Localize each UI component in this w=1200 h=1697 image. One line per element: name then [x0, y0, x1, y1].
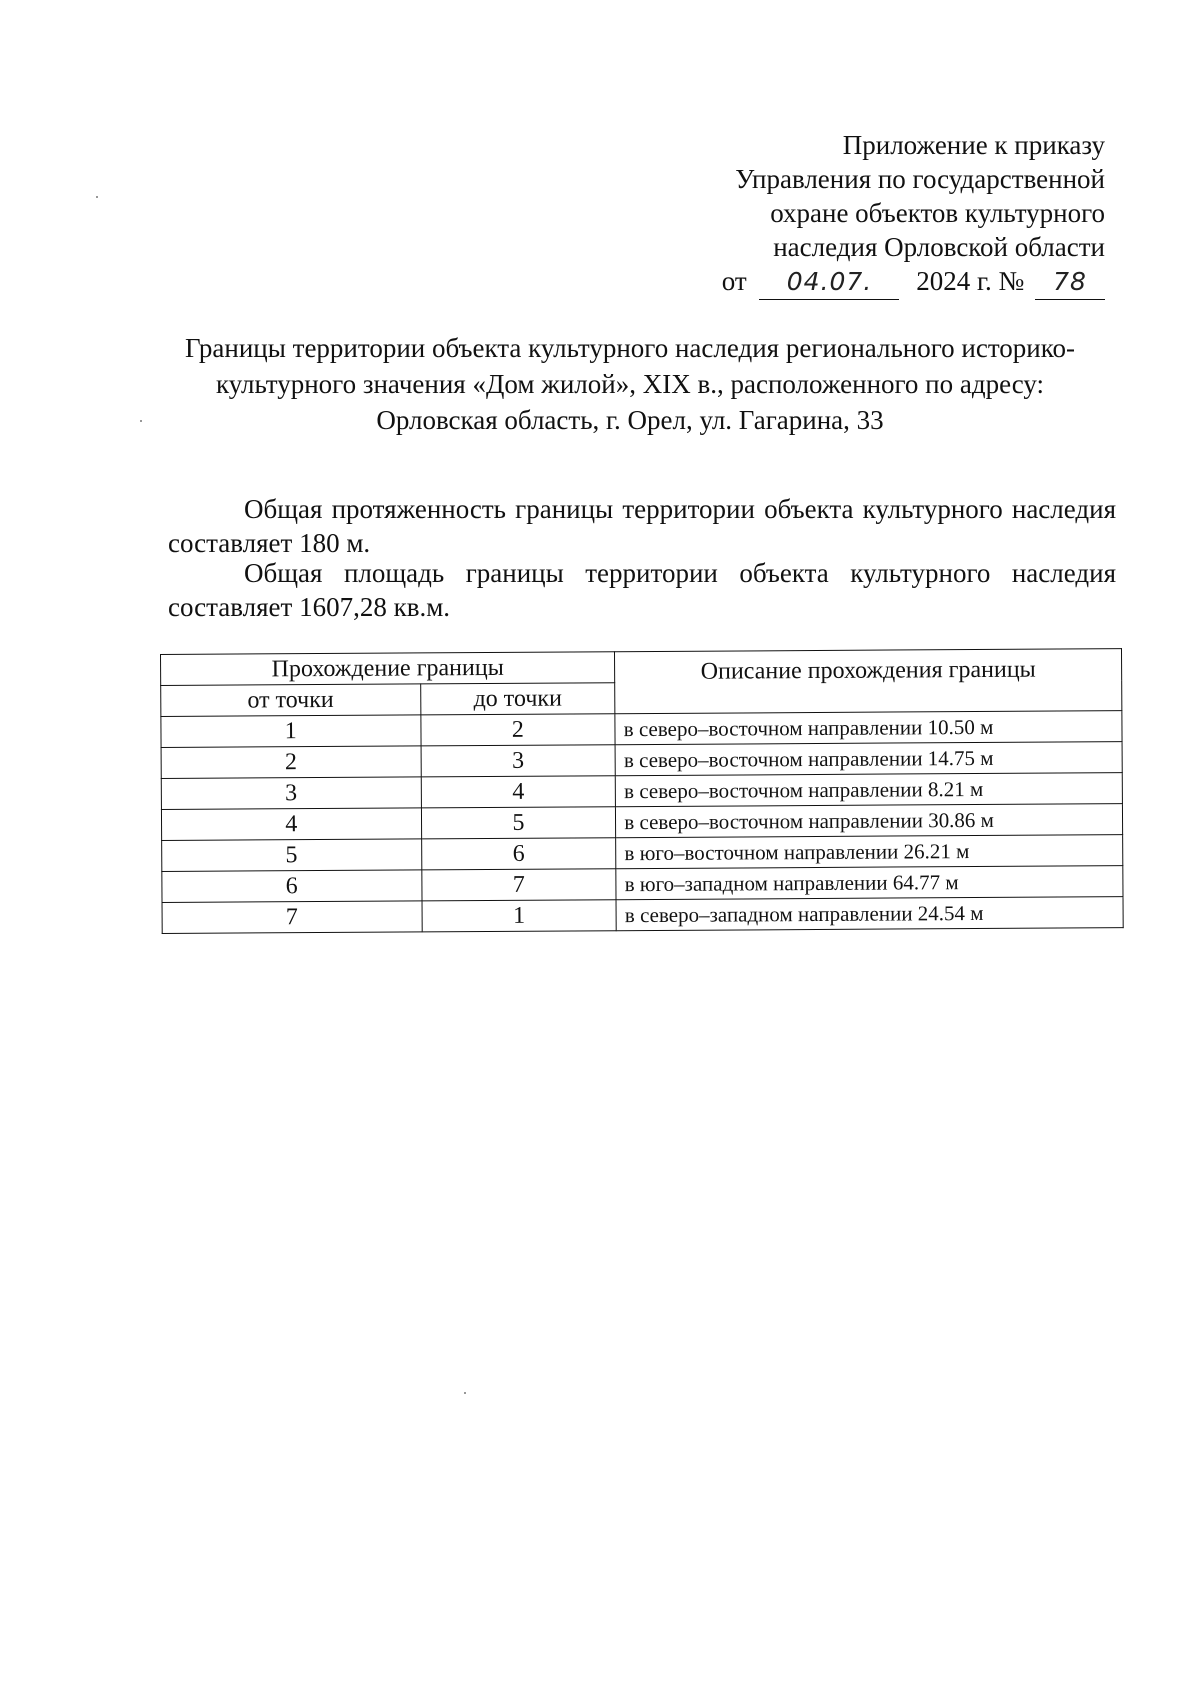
column-header-to-point: до точки — [420, 683, 615, 715]
description-cell: в северо–восточном направлении 30.86 м — [616, 804, 1123, 838]
title-line-1: Границы территории объекта культурного наследия регионального историко- — [185, 333, 1075, 363]
description-cell: в юго–западном направлении 64.77 м — [616, 866, 1123, 900]
title-line-2: культурного значения «Дом жилой», XIX в., расположенного по адресу: — [215, 369, 1045, 399]
to-point-cell: 2 — [420, 714, 615, 746]
header-line-2: Управления по государственной — [735, 164, 1105, 194]
year-number-label: 2024 г. № — [916, 266, 1025, 296]
header-line-4: наследия Орловской области — [773, 232, 1105, 262]
column-header-description: Описание прохождения границы — [615, 649, 1122, 714]
from-point-cell: 7 — [162, 901, 422, 934]
from-label: от — [721, 266, 747, 296]
to-point-cell: 3 — [421, 745, 616, 777]
from-point-cell: 3 — [161, 777, 421, 810]
to-point-cell: 7 — [421, 869, 616, 901]
from-point-cell: 4 — [161, 808, 421, 841]
description-cell: в северо–западном направлении 24.54 м — [616, 897, 1123, 931]
handwritten-date: 04.07. — [759, 265, 899, 300]
description-cell: в северо–восточном направлении 10.50 м — [615, 711, 1122, 745]
to-point-cell: 6 — [421, 838, 616, 870]
to-point-cell: 5 — [421, 807, 616, 839]
boundary-length-text: Общая протяженность границы территории объекта культурного наследия составляет 180 м. — [168, 494, 1116, 558]
from-point-cell: 2 — [161, 746, 421, 779]
boundary-area-paragraph — [168, 556, 1116, 624]
title-line-3: Орловская область, г. Орел, ул. Гагарина, 33 — [376, 405, 884, 435]
from-point-cell: 1 — [161, 715, 421, 748]
to-point-cell: 4 — [421, 776, 616, 808]
group-header-boundary-passage: Прохождение границы — [161, 652, 615, 686]
order-appendix-header — [722, 128, 1105, 300]
order-date-line — [722, 264, 1105, 300]
scan-speck — [464, 1392, 466, 1394]
scan-speck — [140, 420, 142, 422]
handwritten-order-number: 78 — [1035, 265, 1105, 300]
description-cell: в юго–восточном направлении 26.21 м — [616, 835, 1123, 869]
boundary-length-paragraph — [168, 492, 1116, 560]
table-row — [162, 897, 1123, 934]
description-cell: в северо–восточном направлении 8.21 м — [616, 773, 1123, 807]
header-line-1: Приложение к приказу — [842, 130, 1105, 160]
column-header-from-point: от точки — [161, 684, 421, 717]
scan-speck — [96, 196, 98, 198]
to-point-cell: 1 — [422, 900, 617, 932]
description-cell: в северо–восточном направлении 14.75 м — [615, 742, 1122, 776]
header-line-3: охране объектов культурного — [770, 198, 1105, 228]
from-point-cell: 5 — [162, 839, 422, 872]
document-title — [150, 330, 1110, 438]
from-point-cell: 6 — [162, 870, 422, 903]
boundary-area-text: Общая площадь границы территории объекта культурного наследия составляет 1607,28 кв.м. — [168, 558, 1116, 622]
boundary-table — [160, 648, 1124, 934]
